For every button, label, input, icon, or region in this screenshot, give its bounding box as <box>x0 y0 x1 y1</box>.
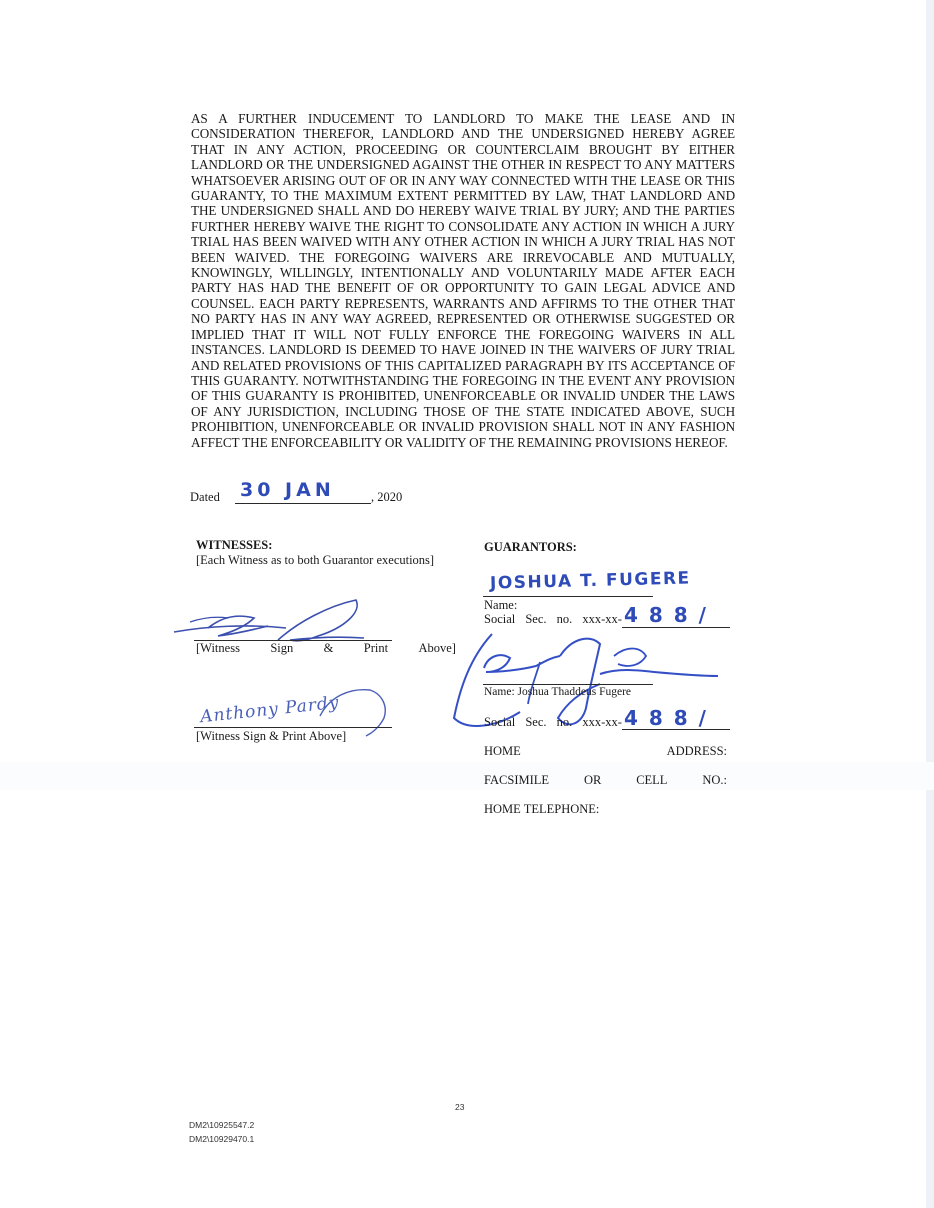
ssn-word: xxx-xx- <box>582 715 622 729</box>
caption-word: & <box>323 641 334 655</box>
fax-word: FACSIMILE <box>484 773 550 787</box>
ssn-word: Sec. <box>525 715 547 729</box>
handwritten-guarantor-name: JOSHUA T. FUGERE <box>489 568 691 594</box>
date-line <box>235 503 371 504</box>
witness-caption-1 <box>196 641 456 656</box>
guarantors-heading: GUARANTORS: <box>484 540 577 554</box>
dated-year: , 2020 <box>371 490 403 504</box>
caption-word: Sign <box>270 641 294 655</box>
jury-waiver-paragraph: AS A FURTHER INDUCEMENT TO LANDLORD TO MAKE THE LEASE AND IN CONSIDERATION THEREFOR, LANDLORD AND THE UNDERSIGNED HEREBY AGREE THAT IN ANY ACTION, PROCEEDING OR COUNTERCLAIM BROUGHT BY EITHER LANDLORD OR THE UNDERSIGNED AGAINST THE OTHER IN RESPECT TO ANY MATTERS WHATSOEVER ARISING OUT OF OR IN ANY WAY CONNECTED WITH THE LEASE OR THIS GUARANTY, TO THE MAXIMUM EXTENT PERMITTED BY LAW, THAT LANDLORD AND THE UNDERSIGNED SHALL AND DO HEREBY WAIVE TRIAL BY JURY; AND THE PARTIES FURTHER HEREBY WAIVE THE RIGHT TO CONSOLIDATE ANY ACTION IN WHICH A JURY TRIAL HAS BEEN WAIVED WITH ANY OTHER ACTION IN WHICH A JURY TRIAL HAS NOT BEEN WAIVED. THE FOREGOING WAIVERS ARE IRREVOCABLE AND MUTUALLY, KNOWINGLY, WILLINGLY, INTENTIONALLY AND VOLUNTARILY MADE AFTER EACH PARTY HAS HAD THE BENEFIT OF OR OPPORTUNITY TO GAIN LEGAL ADVICE AND COUNSEL. EACH PARTY REPRESENTS, WARRANTS AND AFFIRMS TO THE OTHER THAT NO PARTY HAS IN ANY WAY AGREED, REPRESENTED OR OTHERWISE SUGGESTED OR IMPLIED THAT IT WILL NOT FULLY ENFORCE THE FOREGOING WAIVERS IN ALL INSTANCES. LANDLORD IS DEEMED TO HAVE JOINED IN THE WAIVERS OF JURY TRIAL AND RELATED PROVISIONS OF THIS CAPITALIZED PARAGRAPH BY ITS ACCEPTANCE OF THIS GUARANTY. NOTWITHSTANDING THE FOREGOING IN THE EVENT ANY PROVISION OF THIS GUARANTY IS PROHIBITED, UNENFORCEABLE OR INVALID UNDER THE LAWS OF ANY JURISDICTION, INCLUDING THOSE OF THE STATE INDICATED ABOVE, SUCH PROHIBITION, UNENFORCEABLE OR INVALID PROVISION SHALL NOT IN ANY FASHION AFFECT THE ENFORCEABILITY OR VALIDITY OF THE REMAINING PROVISIONS HEREOF. <box>191 111 735 450</box>
home-address-label <box>484 744 727 759</box>
address-word: HOME <box>484 744 521 758</box>
ssn-word: Social <box>484 612 516 626</box>
ssn-line-2 <box>622 729 730 730</box>
fax-word: NO.: <box>702 773 727 787</box>
doc-id-2: DM2\10929470.1 <box>189 1134 255 1144</box>
scan-band <box>0 762 934 790</box>
witness-caption-2: [Witness Sign & Print Above] <box>196 729 347 743</box>
fax-word: CELL <box>636 773 668 787</box>
address-word: ADDRESS: <box>666 744 727 758</box>
guarantor-name-line <box>483 596 653 597</box>
ssn-word: no. <box>556 715 573 729</box>
ssn-word: xxx-xx- <box>582 612 622 626</box>
page-number: 23 <box>455 1102 465 1112</box>
ssn-digits-2: 4 8 8 / <box>624 706 708 730</box>
ssn-digits-1: 4 8 8 / <box>624 603 708 627</box>
ssn-word: no. <box>556 612 573 626</box>
handwritten-date: 30 JAN <box>240 479 335 501</box>
witness-line-2 <box>194 727 392 728</box>
doc-id-1: DM2\10925547.2 <box>189 1120 255 1130</box>
fax-cell-label <box>484 773 727 788</box>
caption-word: [Witness <box>196 641 240 655</box>
witness-signature-2: Anthony Pardy <box>199 692 341 728</box>
fax-word: OR <box>583 773 602 787</box>
witnesses-note: [Each Witness as to both Guarantor executions] <box>196 553 435 567</box>
guarantor-sign-line <box>483 684 653 685</box>
ssn-label-2 <box>484 715 622 730</box>
scan-edge <box>926 0 934 1208</box>
name-label: Name: <box>484 598 518 612</box>
witnesses-heading: WITNESSES: <box>196 538 273 552</box>
dated-label: Dated <box>190 490 220 504</box>
caption-word: Above] <box>418 641 456 655</box>
caption-word: Print <box>363 641 389 655</box>
home-telephone-label: HOME TELEPHONE: <box>484 802 600 816</box>
ssn-label-1 <box>484 612 622 627</box>
ssn-word: Sec. <box>525 612 547 626</box>
ssn-word: Social <box>484 715 516 729</box>
printed-name-line: Name: Joshua Thaddeus Fugere <box>484 686 632 698</box>
